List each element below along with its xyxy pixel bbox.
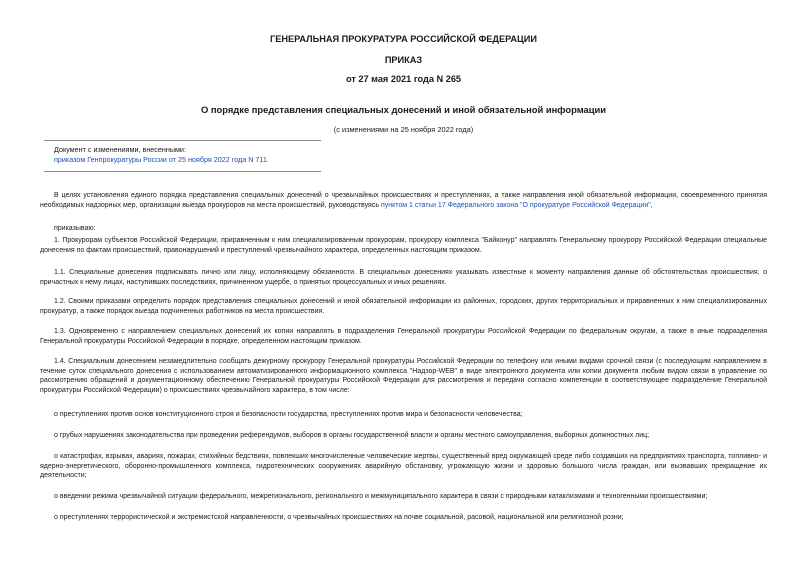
- document-type: ПРИКАЗ: [384, 55, 423, 65]
- document-title: О порядке представления специальных донесений и иной обязательной информации: [200, 104, 607, 115]
- list-item: о введении режима чрезвычайной ситуации федерального, межрегионального, регионального и межмуниципального характера в связи с природными катаклизмами и техногенными происшествиями;: [54, 493, 708, 500]
- law-reference-link[interactable]: пунктом 1 статьи 17 Федерального закона "О прокуратуре Российской Федерации": [380, 201, 651, 209]
- document-date-number: от 27 мая 2021 года N 265: [345, 74, 462, 84]
- amendments-bottom-divider: [44, 171, 321, 172]
- list-item: о преступлениях террористической и экстремистской направленности, о чрезвычайных происшествиях на почве социальной, расовой, национальной или религиозной розни;: [54, 514, 624, 521]
- amendment-link[interactable]: приказом Генпрокуратуры России от 25 ноября 2022 года N 711.: [54, 155, 269, 164]
- paragraph-1: 1. Прокурорам субъектов Российской Федерации, приравненным к ним специализированным прокурорам, прокурору комплекса "Байконур" направлять Генеральному прокурору Российской Федерации специальные донесения по фактам происшествий, правонарушений и преступлений чрезвычайного характера, определенных настоящим приказом.: [40, 237, 767, 254]
- paragraph-1-1: 1.1. Специальные донесения подписывать лично или лицу, исполняющему обязанности. В специальных донесениях указывать известные к моменту направления данные об обстоятельствах происшествия, о причастных к нему лицах, наступивших последствиях, причиненном ущербе, о принятых процессуальных и иных решениях.: [40, 269, 767, 286]
- paragraph-1-4: 1.4. Специальным донесением незамедлительно сообщать дежурному прокурору Генеральной прокуратуры Российской Федерации по телефону или иными видами срочной связи (с последующим направлением в течение суток специального донесения с использованием автоматизированного информационного комплекса "Надзор-WEB" в виде электронного документа или копии документа любым видом связи в управление по рассмотрению обращений и документационному обеспечению Генеральной прокуратуры Российской Федерации для рассмотрения и передачи согласно компетенции в соответствующее подразделение Генеральной прокуратуры Российской Федерации) о происшествиях чрезвычайного характера, в том числе:: [40, 358, 767, 394]
- paragraph-1-3: 1.3. Одновременно с направлением специальных донесений их копии направлять в подразделения Генеральной прокуратуры Российской Федерации по федеральным округам, а также в иные подразделения Генеральной прокуратуры Российской Федерации в порядке, определенном настоящим приказом.: [40, 328, 767, 345]
- list-item: о грубых нарушениях законодательства при проведении референдумов, выборов в органы государственной власти и органы местного самоуправления, выборных должностных лиц;: [54, 432, 650, 439]
- amendments-top-divider: [44, 140, 321, 141]
- amendments-box: [54, 145, 269, 165]
- issuing-authority: ГЕНЕРАЛЬНАЯ ПРОКУРАТУРА РОССИЙСКОЙ ФЕДЕРАЦИИ: [270, 34, 537, 44]
- order-word: приказываю:: [54, 225, 96, 232]
- paragraph-1-2: 1.2. Своими приказами определить порядок представления специальных донесений и иной обязательной информации из районных, городских, других территориальных и приравненных к ним специализированных прокуратур, а также порядок выезда подчиненных работников на места происшествия.: [40, 298, 767, 315]
- amendments-label: Документ с изменениями, внесенными:: [54, 145, 186, 154]
- revision-note: (с изменениями на 25 ноября 2022 года): [333, 125, 474, 134]
- preamble-paragraph: В целях установления единого порядка представления специальных донесений о чрезвычайных происшествиях и преступлениях, а также направления иной обязательной информации, своевременного принятия необходимых надзорных мер, организации выезда прокуроров на места происшествий, руководствуясь пунктом 1 статьи 17 Федерального закона "О прокуратуре Российской Федерации",: [40, 192, 767, 209]
- list-item: о преступлениях против основ конституционного строя и безопасности государства, преступлениях против мира и безопасности человечества;: [54, 411, 523, 418]
- list-item: о катастрофах, взрывах, авариях, пожарах, стихийных бедствиях, повлекших многочисленные человеческие жертвы, существенный вред окружающей среде либо создавших на предприятиях транспорта, топливно- и ядерно-энергетического, оборонно-промышленного комплекса, гидротехнических сооружениях аварийную обстановку, угрожающую жизни и здоровью большого числа граждан, или вызвавших прекращение их деятельности;: [40, 453, 767, 480]
